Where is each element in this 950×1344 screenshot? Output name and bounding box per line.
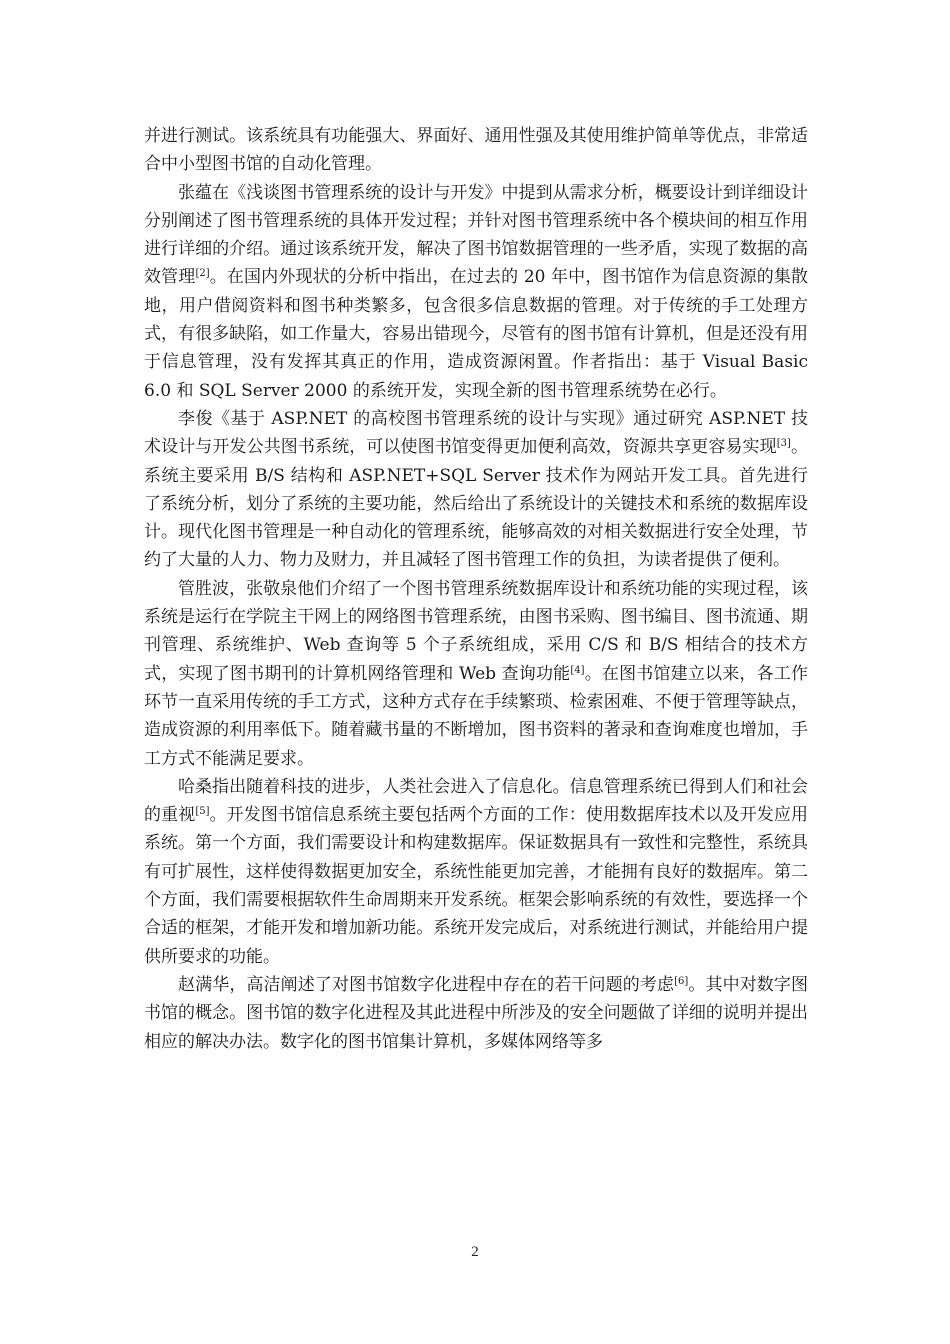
citation-ref: [4] <box>570 664 585 676</box>
paragraph-text: 。在国内外现状的分析中指出，在过去的 20 年中，图书馆作为信息资源的集散地，用户借阅资料和图书种类繁多，包含很多信息数据的管理。对于传统的手工处理方式，有很多缺陷，如工作量大，容易出错现今，尽管有的图书馆有计算机，但是还没有用于信息管理，没有发挥其真正的作用，造成资源闲置。作者指出：基于 Visual Basic 6.0 和 SQL Server 2000 的系统开发，实现全新的图书管理系统势在必行。 <box>144 267 808 401</box>
paragraph-text: 并进行测试。该系统具有功能强大、界面好、通用性强及其使用维护简单等优点，非常适合中小型图书馆的自动化管理。 <box>144 126 808 175</box>
paragraph-text: 。其中对数字图书馆的概念。图书馆的数字化进程及其此进程中所涉及的安全问题做了详细的说明并提出相应的解决办法。数字化的图书馆集计算机，多媒体网络等多 <box>144 974 809 1052</box>
citation-ref: [3] <box>776 438 791 450</box>
citation-ref: [5] <box>195 806 210 818</box>
paragraph <box>144 179 808 405</box>
paragraph <box>144 575 808 773</box>
paragraph-text: 。开发图书馆信息系统主要包括两个方面的工作：使用数据库技术以及开发应用系统。第一个方面，我们需要设计和构建数据库。保证数据具有一致性和完整性，系统具有可扩展性，这样使得数据更加安全，系统性能更加完善，才能拥有良好的数据库。第二个方面，我们需要根据软件生命周期来开发系统。框架会影响系统的有效性，要选择一个合适的框架，才能开发和增加新功能。系统开发完成后，对系统进行测试，并能给用户提供所要求的功能。 <box>144 805 809 967</box>
paragraph-text: 。在图书馆建立以来，各工作环节一直采用传统的手工方式，这种方式存在手续繁琐、检索困难、不便于管理等缺点，造成资源的利用率低下。随着藏书量的不断增加，图书资料的著录和查询难度也增加，手工方式不能满足要求。 <box>144 663 809 769</box>
body-text <box>144 122 808 1056</box>
citation-ref: [6] <box>674 975 689 987</box>
paragraph-text: 赵满华，高洁阐述了对图书馆数字化进程中存在的若干问题的考虑 <box>178 974 675 995</box>
paragraph-text: 哈桑指出随着科技的进步，人类社会进入了信息化。信息管理系统已得到人们和社会的重视 <box>144 776 808 826</box>
paragraph <box>144 971 808 1056</box>
paragraph <box>144 405 808 575</box>
paragraph <box>144 122 808 179</box>
paragraph <box>144 773 808 971</box>
paragraph-text: 管胜波，张敬泉他们介绍了一个图书管理系统数据库设计和系统功能的实现过程，该系统是运行在学院主干网上的网络图书管理系统，由图书采购、图书编目、图书流通、期刊管理、系统维护、Web 查询等 5 个子系统组成，采用 C/S 和 B/S 相结合的技术方式，实现了图书期刊的计算机网络管理和 Web 查询功能 <box>144 578 808 684</box>
page-number: 2 <box>471 1244 479 1260</box>
paragraph-text: 李俊《基于 ASP.NET 的高校图书管理系统的设计与实现》通过研究 ASP.NET 技术设计与开发公共图书系统，可以使图书馆变得更加便利高效，资源共享更容易实现 <box>144 408 808 458</box>
citation-ref: [2] <box>195 268 210 280</box>
paragraph-text: 张蕴在《浅谈图书管理系统的设计与开发》中提到从需求分析，概要设计到详细设计分别阐述了图书管理系统的具体开发过程；并针对图书管理系统中各个模块间的相互作用进行详细的介绍。通过该系统开发，解决了图书馆数据管理的一些矛盾，实现了数据的高效管理 <box>144 182 808 288</box>
paragraph-text: 。系统主要采用 B/S 结构和 ASP.NET+SQL Server 技术作为网站开发工具。首先进行了系统分析，划分了系统的主要功能，然后给出了系统设计的关键技术和系统的数据库设计。现代化图书管理是一种自动化的管理系统，能够高效的对相关数据进行安全处理，节约了大量的人力、物力及财力，并且减轻了图书管理工作的负担，为读者提供了便利。 <box>144 437 809 571</box>
